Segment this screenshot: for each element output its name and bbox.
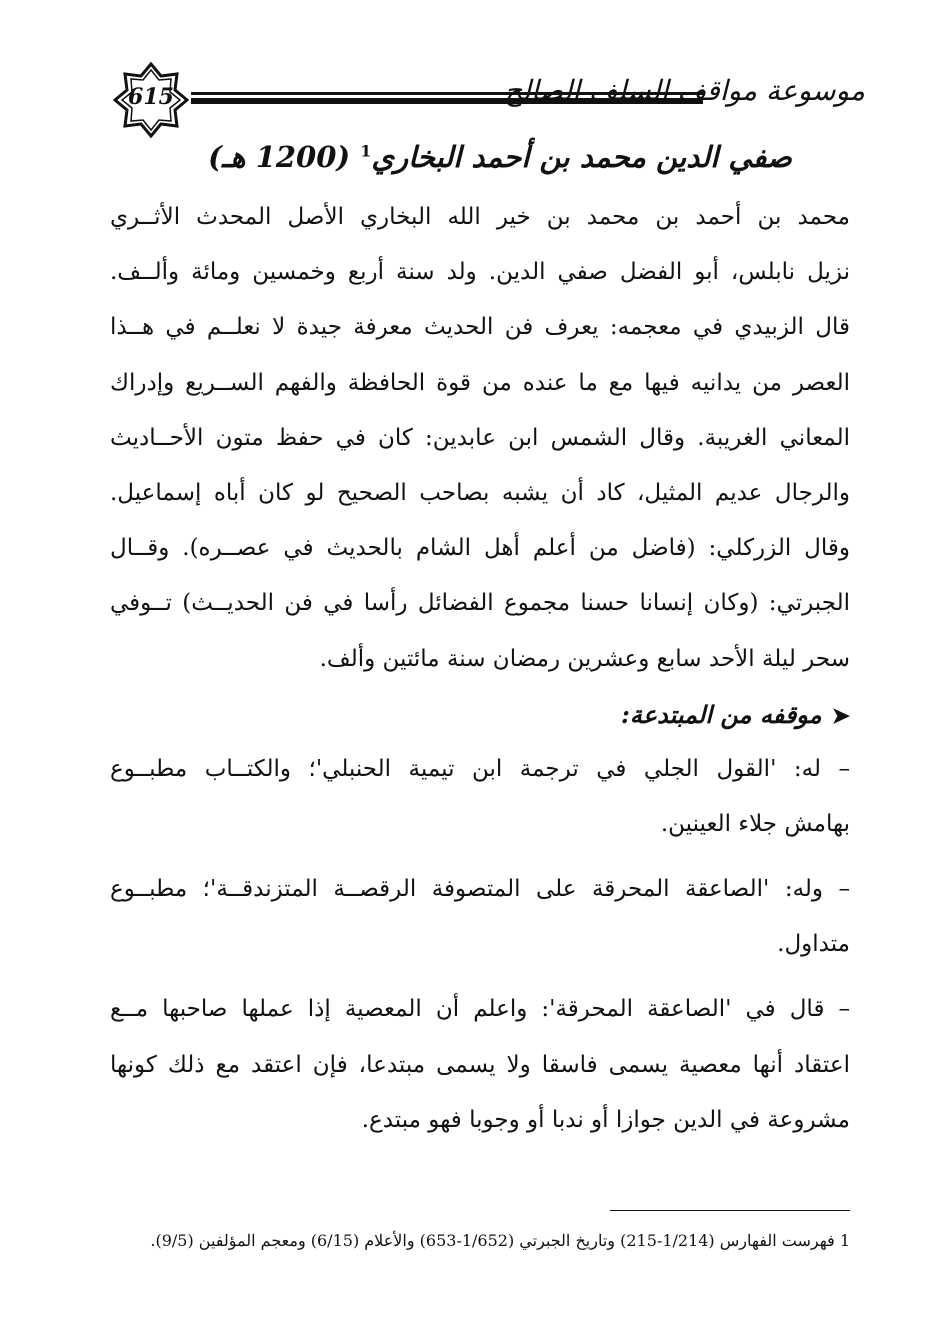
- page-number: 615: [128, 84, 174, 110]
- section-title: موقفه من المبتدعة:: [621, 699, 822, 729]
- text-line: – وله: 'الصاعقة المحرقة على المتصوفة الرقصــة المتزندقــة'؛ مطبــوع: [110, 876, 850, 903]
- text-line: العصر من يدانيه فيها مع ما عنده من قوة الحافظة والفهم الســريع وإدراك: [110, 369, 850, 396]
- text-line: المعاني الغريبة. وقال الشمس ابن عابدين: كان في حفظ متون الأحــاديث: [110, 424, 850, 451]
- text-line: سحر ليلة الأحد سابع وعشرين رمضان سنة مائتين وألف.: [319, 645, 850, 672]
- text-line: – له: 'القول الجلي في ترجمة ابن تيمية الحنبلي'؛ والكتــاب مطبــوع: [110, 755, 850, 782]
- text-line: – قال في 'الصاعقة المحرقة': واعلم أن المعصية إذا عملها صاحبها مــع: [110, 996, 850, 1023]
- arrow-bullet-icon: ➤: [831, 702, 850, 729]
- footnote: 1 فهرست الفهارس (1/214-215) وتاريخ الجبرتي (1/652-653) والأعلام (6/15) ومعجم المؤلفين (9/5).: [150, 1231, 850, 1250]
- text-line: محمد بن أحمد بن محمد بن خير الله البخاري الأصل المحدث الأثــري: [110, 204, 850, 230]
- text-line: والرجال عديم المثيل، كاد أن يشبه بصاحب الصحيح لو كان أباه إسماعيل.: [110, 479, 850, 506]
- body-text: [110, 190, 850, 1148]
- text-line: بهامش جلاء العينين.: [660, 810, 850, 837]
- heading-year: (1200 هـ): [208, 140, 351, 174]
- page-number-badge: [113, 62, 189, 138]
- text-line: الجبرتي: (وكان إنسانا حسنا مجموع الفضائل رأسا في فن الحديــث) تــوفي: [110, 590, 850, 617]
- text-line: نزيل نابلس، أبو الفضل صفي الدين. ولد سنة أربع وخمسين ومائة وألــف.: [110, 259, 850, 286]
- text-line: وقال الزركلي: (فاضل من أعلم أهل الشام بالحديث في عصــره). وقــال: [110, 535, 850, 562]
- heading-footnote-ref: 1: [360, 141, 372, 161]
- text-line: قال الزبيدي في معجمه: يعرف فن الحديث معرفة جيدة لا نعلــم في هــذا: [110, 314, 850, 341]
- page-header: [105, 62, 865, 140]
- footnote-divider: [610, 1210, 850, 1211]
- text-line: متداول.: [777, 931, 850, 958]
- series-title: موسوعة مواقف السلف الصالح: [504, 74, 865, 107]
- section-heading: [110, 687, 850, 742]
- text-line: اعتقاد أنها معصية يسمى فاسقا ولا يسمى مبتدعا، فإن اعتقد مع ذلك كونها: [110, 1051, 850, 1078]
- heading-name: صفي الدين محمد بن أحمد البخاري: [371, 140, 792, 174]
- text-line: مشروعة في الدين جوازا أو ندبا أو وجوبا فهو مبتدع.: [361, 1106, 850, 1133]
- biography-heading: [150, 140, 850, 186]
